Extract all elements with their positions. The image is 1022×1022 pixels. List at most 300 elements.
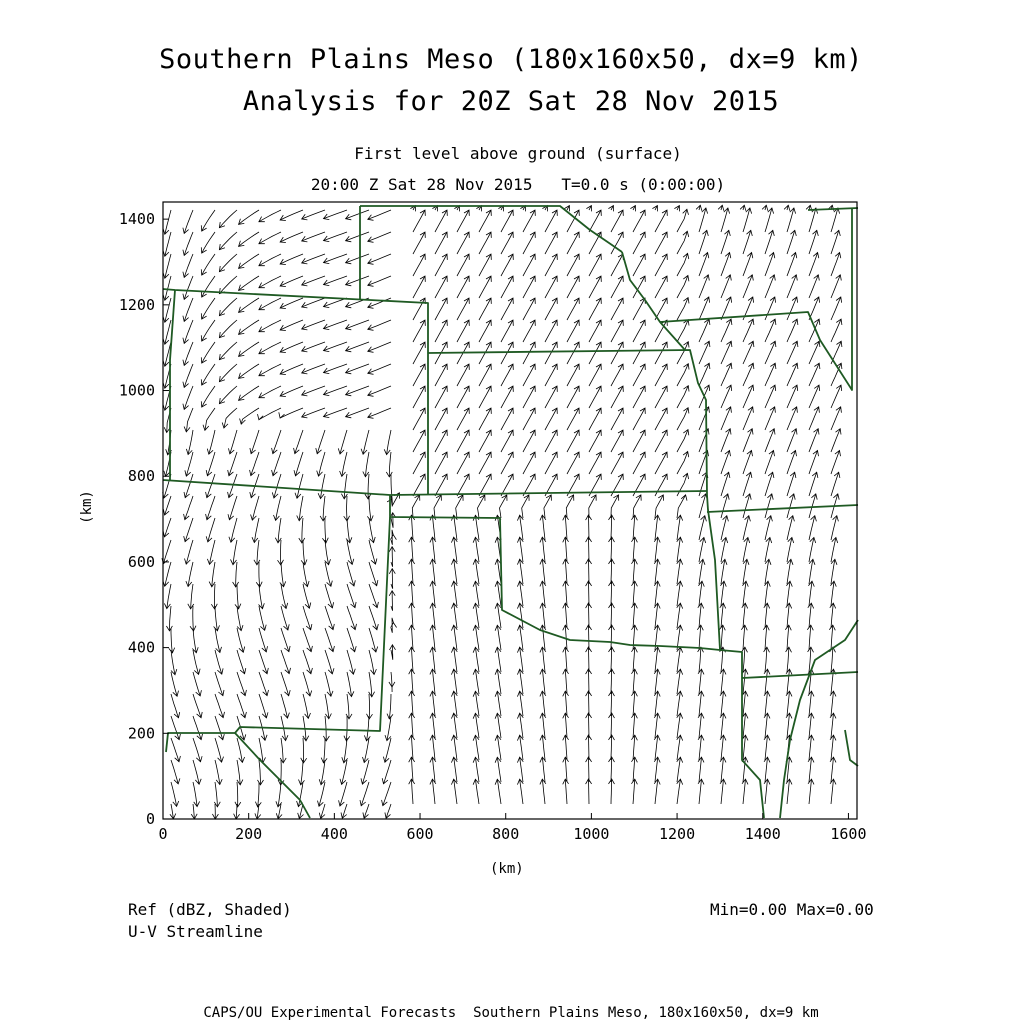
streamline-segment — [677, 364, 688, 386]
streamline-segment — [281, 540, 282, 565]
streamline-segment — [765, 516, 771, 540]
streamline-segment — [219, 276, 237, 294]
streamline-segment — [633, 647, 635, 672]
streamline-segment — [369, 496, 371, 521]
streamline-segment — [542, 537, 545, 562]
streamline-segment — [219, 232, 237, 250]
streamline-segment — [633, 495, 641, 518]
streamline-segment — [787, 363, 797, 386]
streamline-segment — [677, 342, 688, 364]
x-axis-ticks — [158, 813, 866, 843]
streamline-segment — [765, 779, 768, 804]
streamline-segment — [479, 364, 491, 386]
streamline-segment — [699, 363, 709, 386]
streamline-segment — [831, 603, 833, 628]
streamline-segment — [765, 341, 775, 364]
streamline-segment — [319, 782, 325, 806]
streamline-segment — [633, 537, 635, 562]
streamline-segment — [611, 713, 612, 738]
streamline-segment — [633, 364, 645, 386]
streamline-segment — [413, 342, 425, 364]
streamline-segment — [633, 386, 645, 408]
streamline-segment — [787, 713, 790, 738]
streamline-segment — [259, 584, 263, 609]
streamline-segment — [387, 430, 391, 455]
streamline-segment — [413, 210, 425, 232]
y-tick-label: 1200 — [118, 295, 155, 314]
streamline-segment — [567, 232, 579, 254]
streamline-segment — [411, 515, 413, 540]
streamline-segment — [523, 232, 535, 254]
streamline-segment — [633, 408, 645, 430]
streamline-segment — [413, 298, 425, 320]
streamline-segment — [457, 210, 469, 232]
footer-credit: CAPS/OU Experimental Forecasts Southern Plains Meso, 180x160x50, dx=9 km — [203, 1005, 819, 1021]
streamline-segment — [743, 669, 746, 694]
streamline-segment — [831, 647, 833, 672]
streamline-segment — [411, 713, 413, 738]
streamline-segment — [633, 430, 645, 452]
streamline-segment — [457, 474, 469, 496]
streamline-segment — [367, 716, 370, 741]
streamline-arrowhead — [391, 623, 397, 628]
streamline-segment — [633, 298, 645, 320]
streamline-segment — [655, 474, 667, 496]
streamline-segment — [677, 430, 688, 452]
streamline-segment — [809, 538, 814, 563]
streamline-segment — [303, 584, 309, 608]
streamline-segment — [523, 452, 535, 474]
streamline-segment — [186, 452, 193, 476]
streamline-segment — [655, 254, 667, 276]
streamline-segment — [369, 694, 370, 719]
streamline-segment — [611, 364, 623, 386]
streamline-segment — [765, 407, 775, 430]
streamline-segment — [303, 540, 305, 565]
streamline-segment — [699, 647, 701, 672]
streamline-segment — [743, 341, 753, 364]
streamline-segment — [170, 606, 172, 631]
streamline-segment — [787, 603, 789, 628]
streamline-segment — [677, 473, 687, 496]
streamline-segment — [611, 298, 623, 320]
streamline-segment — [523, 342, 535, 364]
streamline-segment — [259, 254, 281, 266]
streamline-segment — [588, 713, 589, 738]
streamline-segment — [501, 320, 513, 342]
streamline-segment — [432, 713, 435, 738]
streamline-segment — [219, 210, 237, 228]
streamline-segment — [479, 452, 491, 474]
streamline-segment — [280, 408, 303, 418]
streamline-segment — [219, 254, 237, 272]
streamline-segment — [765, 691, 768, 716]
streamline-segment — [479, 430, 491, 452]
streamline-segment — [435, 298, 447, 320]
streamline-segment — [413, 408, 425, 430]
streamline-segment — [588, 691, 589, 716]
streamline-segment — [567, 430, 579, 452]
streamline-segment — [809, 363, 819, 386]
streamline-segment — [413, 254, 425, 276]
streamline-segment — [809, 319, 819, 342]
streamline-segment — [721, 625, 723, 650]
streamline-segment — [545, 452, 557, 474]
analysis-title: Analysis for 20Z Sat 28 Nov 2015 — [242, 86, 780, 117]
streamline-segment — [236, 804, 237, 819]
streamline-segment — [743, 319, 753, 342]
streamline-segment — [699, 669, 702, 694]
y-axis-ticks — [119, 210, 169, 828]
streamline-segment — [219, 298, 237, 316]
streamline-segment — [677, 408, 688, 430]
streamline-segment — [611, 342, 623, 364]
streamline-segment — [699, 713, 702, 738]
y-tick-label: 1000 — [118, 381, 155, 400]
streamline-segment — [542, 515, 545, 540]
streamline-segment — [435, 320, 447, 342]
streamline-segment — [721, 341, 731, 364]
streamline-segment — [588, 779, 589, 804]
streamline-segment — [831, 625, 833, 650]
streamline-segment — [565, 581, 567, 606]
streamline-segment — [237, 628, 243, 652]
streamline-segment — [831, 735, 834, 760]
streamline-segment — [677, 209, 687, 232]
streamline-segment — [787, 691, 790, 716]
streamline-segment — [721, 363, 731, 386]
streamline-segment — [611, 669, 612, 694]
x-tick-label: 1000 — [573, 825, 610, 843]
streamline-segment — [743, 779, 746, 804]
streamline-segment — [633, 603, 635, 628]
streamline-segment — [677, 386, 688, 408]
streamline-segment — [434, 495, 441, 518]
streamline-segment — [655, 452, 667, 474]
streamline-segment — [281, 562, 284, 587]
streamline-segment — [655, 386, 667, 408]
streamline-segment — [259, 232, 281, 244]
streamline-segment — [611, 495, 619, 518]
streamline-segment — [743, 494, 750, 518]
streamline-segment — [254, 518, 259, 543]
streamline-segment — [765, 319, 775, 342]
streamline-segment — [411, 647, 413, 672]
streamline-segment — [347, 672, 352, 697]
streamline-segment — [411, 691, 413, 716]
streamline-segment — [411, 559, 413, 584]
boundary-ar-ok — [707, 495, 764, 818]
streamline-segment — [501, 232, 513, 254]
streamline-segment — [809, 757, 812, 782]
streamline-segment — [224, 408, 237, 428]
streamline-segment — [588, 757, 589, 782]
streamline-segment — [457, 320, 469, 342]
streamline-segment — [567, 386, 579, 408]
streamline-segment — [567, 452, 579, 474]
x-tick-label: 800 — [492, 825, 520, 843]
streamline-segment — [831, 385, 841, 408]
streamline-segment — [787, 516, 793, 540]
streamline-segment — [588, 559, 589, 584]
streamline-segment — [259, 562, 260, 587]
streamline-segment — [721, 319, 731, 342]
streamline-segment — [721, 538, 726, 563]
streamline-segment — [633, 779, 635, 804]
streamline-segment — [435, 430, 447, 452]
streamline-segment — [299, 496, 303, 521]
streamline-segment — [347, 694, 349, 719]
streamline-segment — [721, 516, 727, 540]
streamline-segment — [501, 386, 513, 408]
streamline-segment — [303, 738, 304, 763]
streamline-segment — [721, 713, 724, 738]
streamline-segment — [501, 210, 513, 232]
streamline-segment — [765, 735, 768, 760]
x-tick-label: 1400 — [744, 825, 781, 843]
streamline-segment — [611, 647, 612, 672]
streamline-segment — [831, 319, 841, 342]
streamline-segment — [202, 276, 215, 297]
streamline-segment — [542, 779, 545, 804]
streamline-segment — [567, 320, 579, 342]
streamline-segment — [259, 760, 260, 785]
streamline-segment — [721, 735, 724, 760]
streamline-segment — [633, 254, 645, 276]
streamline-segment — [567, 342, 579, 364]
streamline-segment — [611, 691, 612, 716]
streamline-segment — [611, 452, 623, 474]
streamline-segment — [478, 495, 485, 518]
streamline-segment — [259, 386, 281, 398]
streamline-segment — [699, 691, 702, 716]
boundary-la-ms — [742, 672, 858, 678]
streamline-segment — [523, 430, 535, 452]
streamline-segment — [765, 538, 770, 563]
streamline-segment — [787, 341, 797, 364]
streamline-segment — [432, 735, 435, 760]
streamline-segment — [743, 363, 753, 386]
streamline-segment — [545, 210, 557, 232]
streamline-segment — [432, 515, 435, 540]
streamline-segment — [323, 496, 325, 521]
streamline-segment — [567, 408, 579, 430]
streamline-segment — [542, 735, 545, 760]
boundary-east-edge — [845, 730, 858, 766]
streamline-segment — [588, 647, 589, 672]
x-tick-label: 400 — [320, 825, 348, 843]
streamline-segment — [411, 581, 413, 606]
streamline-segment — [567, 364, 579, 386]
streamline-segment — [699, 603, 701, 628]
streamline-segment — [259, 298, 281, 310]
streamline-segment — [457, 364, 469, 386]
streamline-segment — [699, 779, 702, 804]
streamline-segment — [501, 342, 513, 364]
streamline-segment — [544, 495, 551, 518]
streamline-segment — [259, 364, 281, 376]
streamline-segment — [411, 735, 413, 760]
streamline-segment — [411, 603, 413, 628]
streamline-segment — [239, 298, 259, 312]
streamline-segment — [167, 584, 171, 609]
streamline-segment — [633, 581, 635, 606]
streamline-segment — [721, 407, 731, 430]
streamline-segment — [787, 669, 790, 694]
streamline-segment — [589, 430, 601, 452]
streamline-segment — [565, 713, 567, 738]
streamline-segment — [171, 672, 177, 696]
streamline-segment — [413, 364, 425, 386]
y-tick-label: 400 — [127, 638, 155, 657]
streamline-segment — [542, 625, 545, 650]
streamline-segment — [765, 494, 772, 518]
streamline-segment — [413, 232, 425, 254]
streamline-segment — [413, 474, 425, 496]
streamline-segment — [500, 495, 507, 518]
state-boundaries — [163, 206, 858, 818]
streamline-segment — [809, 713, 812, 738]
streamline-segment — [831, 779, 834, 804]
streamline-arrowhead — [258, 414, 264, 420]
streamline-segment — [281, 606, 288, 630]
streamline-segment — [721, 757, 724, 782]
streamline-segment — [456, 495, 463, 518]
streamline-segment — [239, 232, 259, 246]
streamline-segment — [565, 757, 567, 782]
streamline-segment — [565, 537, 567, 562]
streamline-segment — [699, 407, 709, 430]
y-tick-label: 1400 — [118, 210, 155, 229]
streamline-segment — [411, 669, 413, 694]
streamline-segment — [193, 672, 200, 696]
streamline-segment — [655, 495, 663, 518]
streamline-segment — [721, 779, 724, 804]
streamline-segment — [432, 691, 435, 716]
streamline-segment — [699, 757, 702, 782]
streamline-segment — [611, 581, 612, 606]
streamline-segment — [389, 694, 391, 719]
streamline-segment — [787, 319, 797, 342]
streamline-segment — [202, 386, 215, 407]
streamline-segment — [589, 276, 601, 298]
streamline-segment — [435, 474, 447, 496]
streamline-segment — [787, 385, 797, 408]
streamline-segment — [239, 386, 259, 400]
streamline-segment — [501, 408, 513, 430]
streamline-segment — [542, 669, 545, 694]
streamline-segment — [565, 647, 567, 672]
streamline-segment — [655, 364, 667, 386]
streamline-segment — [412, 495, 419, 518]
streamline-segment — [721, 691, 724, 716]
streamline-segment — [391, 591, 393, 611]
streamline-segment — [765, 757, 768, 782]
streamline-segment — [611, 386, 623, 408]
streamline-segment — [522, 495, 529, 518]
streamline-segment — [633, 559, 635, 584]
streamline-segment — [239, 254, 259, 268]
streamline-segment — [611, 559, 612, 584]
streamline-segment — [347, 562, 354, 586]
streamline-segment — [809, 516, 815, 540]
streamline-segment — [566, 495, 573, 518]
streamline-segment — [457, 276, 469, 298]
streamline-segment — [188, 562, 193, 587]
streamline-segment — [809, 625, 811, 650]
streamline-segment — [699, 341, 709, 364]
streamline-segment — [765, 363, 775, 386]
streamline-segment — [239, 210, 259, 224]
streamline-segment — [545, 320, 557, 342]
streamline-segment — [765, 603, 767, 628]
streamline-segment — [411, 779, 413, 804]
streamline-segment — [831, 713, 834, 738]
streamline-segment — [362, 760, 369, 784]
streamline-segment — [501, 430, 513, 452]
streamline-segment — [411, 757, 413, 782]
streamline-segment — [765, 669, 768, 694]
streamline-segment — [633, 342, 645, 364]
streamline-segment — [589, 386, 601, 408]
streamline-segment — [565, 735, 567, 760]
streamline-segment — [259, 320, 281, 332]
y-axis-label: (km) — [78, 490, 95, 524]
streamline-segment — [589, 320, 601, 342]
streamline-segment — [633, 320, 645, 342]
streamline-segment — [280, 276, 303, 286]
streamline-segment — [765, 625, 767, 650]
streamline-segment — [280, 320, 303, 330]
streamline-segment — [765, 647, 767, 672]
streamline-segment — [523, 364, 535, 386]
streamline-segment — [611, 276, 623, 298]
y-tick-label: 200 — [127, 724, 155, 743]
streamline-segment — [259, 408, 281, 420]
streamline-segment — [633, 210, 645, 232]
streamline-segment — [809, 691, 812, 716]
streamline-segment — [457, 254, 469, 276]
streamline-segment — [545, 408, 557, 430]
streamline-segment — [611, 735, 612, 760]
streamline-segment — [435, 210, 447, 232]
streamline-segment — [588, 625, 589, 650]
streamline-segment — [432, 757, 435, 782]
streamline-segment — [743, 735, 746, 760]
streamline-segment — [545, 254, 557, 276]
streamline-segment — [611, 515, 612, 540]
x-tick-label: 0 — [158, 825, 168, 843]
streamline-segment — [344, 738, 347, 763]
streamline-segment — [542, 603, 545, 628]
streamline-segment — [589, 254, 601, 276]
streamline-segment — [787, 407, 797, 430]
streamline-segment — [721, 669, 724, 694]
streamline-segment — [479, 210, 491, 232]
streamline-segment — [633, 625, 635, 650]
y-tick-label: 600 — [127, 552, 155, 571]
streamline-segment — [457, 232, 469, 254]
streamline-segment — [236, 562, 237, 587]
streamline-segment — [389, 452, 391, 477]
legend-streamline: U-V Streamline — [128, 922, 263, 941]
streamline-segment — [542, 691, 545, 716]
streamline-segment — [432, 603, 435, 628]
streamline-segment — [171, 628, 172, 653]
streamline-segment — [721, 603, 723, 628]
streamline-segment — [259, 342, 281, 354]
streamline-segment — [368, 474, 369, 499]
